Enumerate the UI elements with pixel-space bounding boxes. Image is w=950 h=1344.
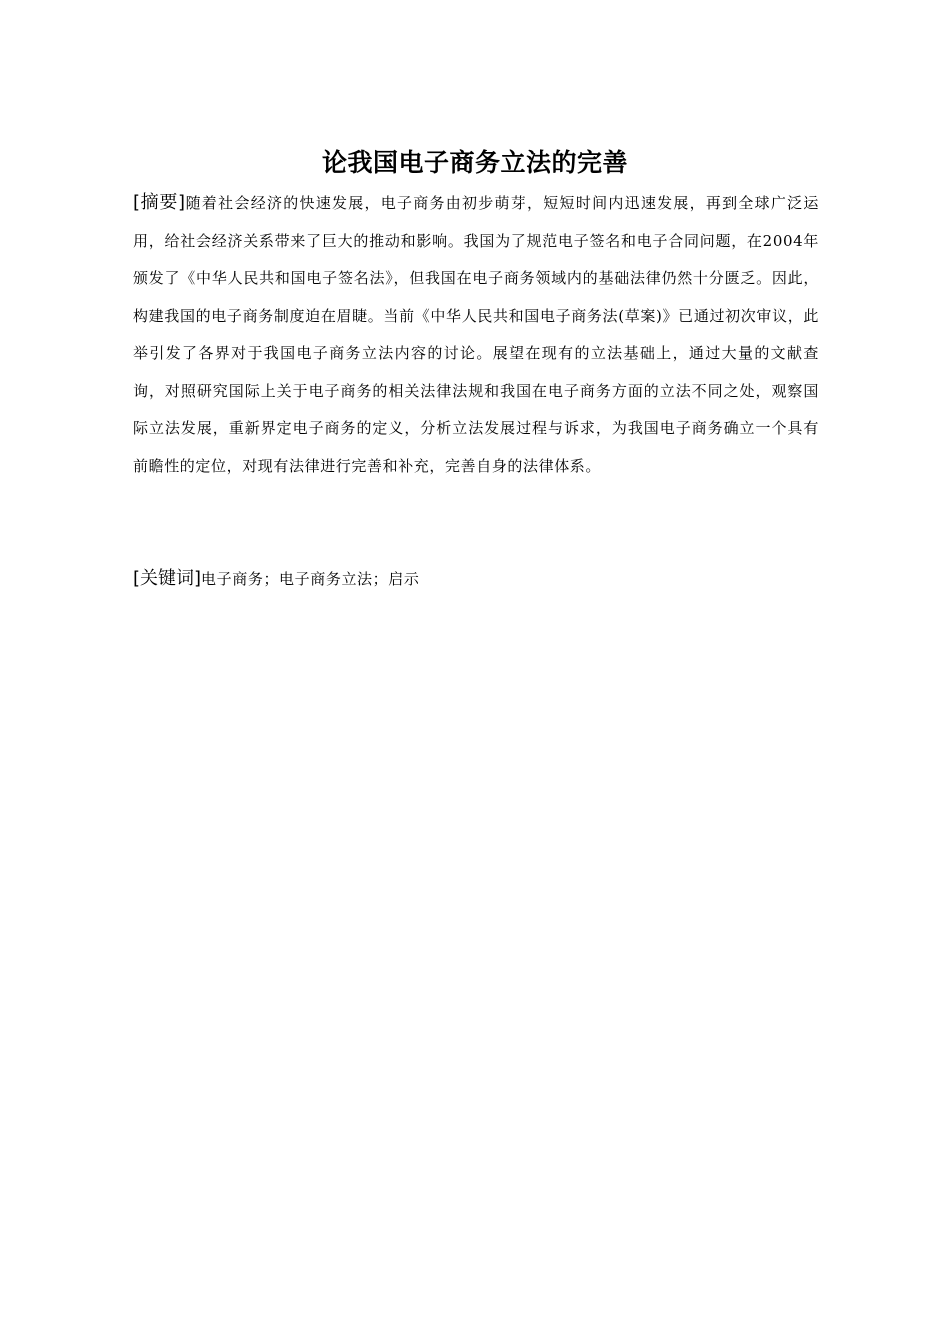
abstract-label: [摘要] <box>133 192 186 213</box>
paper-title: 论我国电子商务立法的完善 <box>321 148 628 177</box>
abstract-text: 随着社会经济的快速发展，电子商务由初步萌芽，短短时间内迅速发展，再到全球广泛运用，给社会经济关系带来了巨大的推动和影响。我国为了规范电子签名和电子合同问题，在2004年颁发了《中华人民共和国电子签名法》，但我国在电子商务领域内的基础法律仍然十分匮乏。因此，构建我国的电子商务制度迫在眉睫。当前《中华人民共和国电子商务法(草案)》已通过初次审议，此举引发了各界对于我国电子商务立法内容的讨论。展望在现有的立法基础上，通过大量的文献查询，对照研究国际上关于电子商务的相关法律法规和我国在电子商务方面的立法不同之处，观察国际立法发展，重新界定电子商务的定义，分析立法发展过程与诉求，为我国电子商务确立一个具有前瞻性的定位，对现有法律进行完善和补充，完善自身的法律体系。 <box>133 194 819 475</box>
keywords-paragraph <box>133 562 819 596</box>
abstract-paragraph <box>133 184 819 485</box>
keywords-label: [关键词] <box>133 568 202 589</box>
keywords-text: 电子商务；电子商务立法；启示 <box>201 570 420 588</box>
